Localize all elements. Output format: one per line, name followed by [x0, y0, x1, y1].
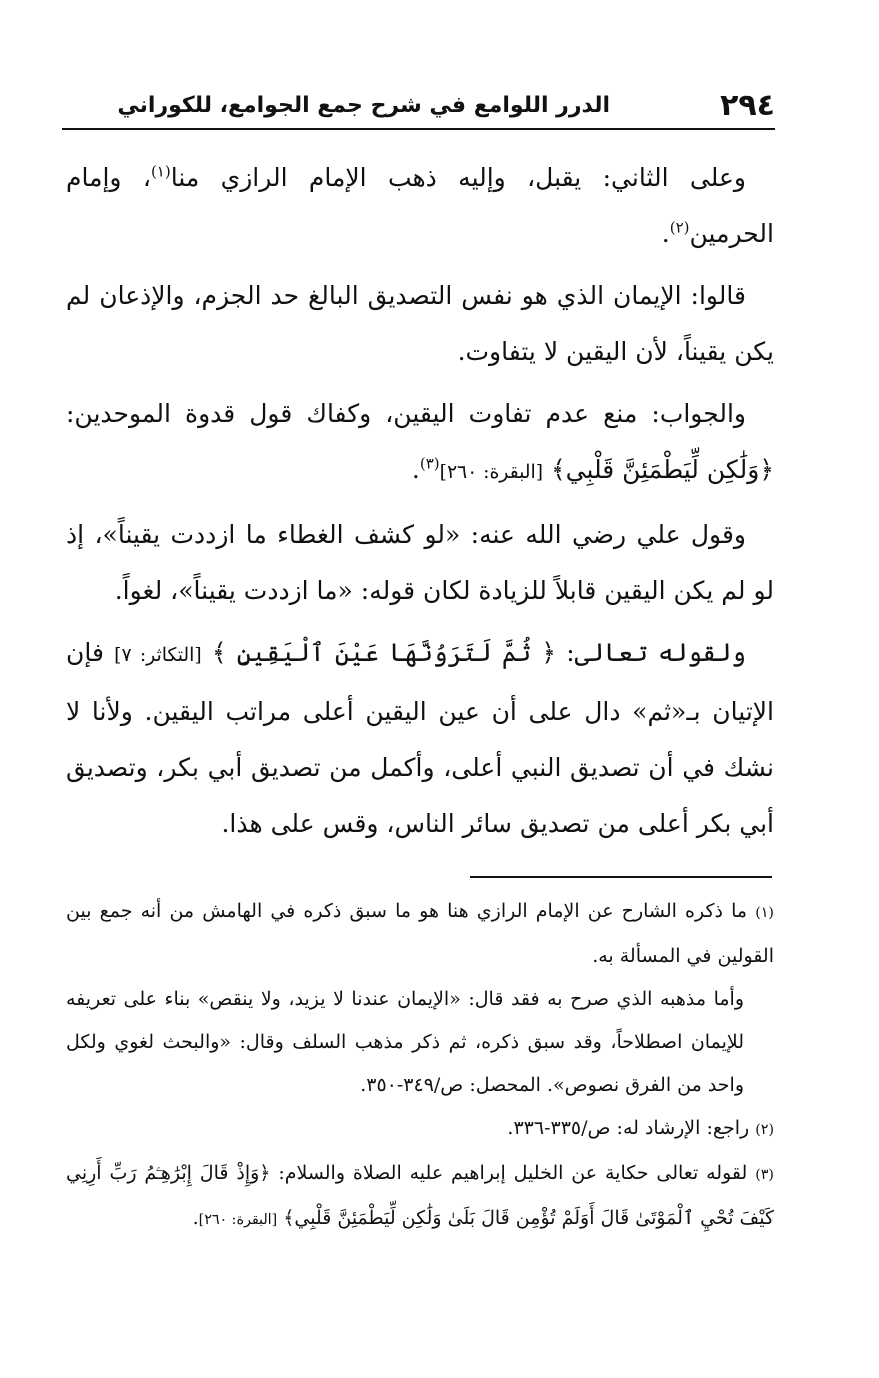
running-title: الدرر اللوامع في شرح جمع الجوامع، للكوراني [117, 93, 610, 118]
paragraph-1 [66, 150, 774, 262]
footnote-1-text-a: ما ذكره الشارح عن الإمام الرازي هنا هو ما سبق ذكره في الهامش من أنه جمع بين القولين في المسألة به. [66, 900, 774, 967]
main-text [66, 150, 774, 858]
footnote-2 [66, 1107, 774, 1152]
verse-citation: [التكاثر: ٧] [114, 645, 202, 666]
paragraph-2: قالوا: الإيمان الذي هو نفس التصديق البالغ حد الجزم، والإذعان لم يكن يقيناً، لأن اليقين لا يتفاوت. [66, 281, 774, 366]
paragraph-5-text-a: ولقوله تعالى: [566, 638, 747, 667]
page-header [62, 86, 775, 130]
paragraph-5-text-b: فإن الإتيان بـ«ثم» دال على أن عين اليقين أعلى مراتب اليقين. ولأنا لا نشك في أن تصديق النبي أعلى، وأكمل من تصديق أبي بكر، وتصديق أبي بكر أعلى من تصديق سائر الناس، وقس على هذا. [66, 638, 774, 838]
paragraph-3 [66, 386, 774, 501]
footnote-1-continuation: وأما مذهبه الذي صرح به فقد قال: «الإيمان عندنا لا يزيد، ولا ينقص» بناء على تعريفه للإيمان اصطلاحاً، وقد سبق ذكره، ثم ذكر مذهب السلف وقال: «والبحث لغوي ولكل واحد من الفرق نصوص». المحصل: ص/٣٤٩-٣٥٠. [66, 988, 744, 1096]
footnote-number: (٢) [755, 1122, 774, 1138]
footnote-3-citation: [البقرة: ٢٦٠] [198, 1212, 278, 1228]
footnote-3-quran-verse: ﴿وَإِذْ قَالَ إِبْرَٰهِـۧمُ رَبِّ أَرِنِي كَيْفَ تُحْيِ ٱلْمَوْتَىٰ قَالَ أَوَلَمْ تُؤْمِن قَالَ بَلَىٰ وَلَٰكِن لِّيَطْمَئِنَّ قَلْبِي﴾ [66, 1162, 774, 1229]
footnote-3-end: . [192, 1207, 199, 1229]
footnote-divider [470, 876, 772, 878]
paragraph-3-text-b: . [411, 455, 420, 484]
footnotes [66, 890, 774, 1242]
page-number: ٢٩٤ [720, 88, 775, 123]
footnote-3-text: لقوله تعالى حكاية عن الخليل إبراهيم عليه الصلاة والسلام: [278, 1162, 748, 1184]
footnote-ref-2: (٢) [669, 218, 690, 237]
quran-verse: ﴿وَلَٰكِن لِّيَطْمَئِنَّ قَلْبِي﴾ [550, 455, 774, 484]
paragraph-1-text-c: . [661, 219, 670, 248]
footnote-3 [66, 1152, 774, 1242]
paragraph-4: وقول علي رضي الله عنه: «لو كشف الغطاء ما ازددت يقيناً»، إذ لو لم يكن اليقين قابلاً للزيادة لكان قوله: «ما ازددت يقيناً»، لغواً. [66, 520, 774, 605]
footnote-number: (٣) [755, 1167, 774, 1183]
paragraph-5 [66, 625, 774, 852]
paragraph-3-text-a: والجواب: منع عدم تفاوت اليقين، وكفاك قول قدوة الموحدين: [66, 399, 746, 428]
footnote-2-text: راجع: الإرشاد له: ص/٣٣٥-٣٣٦. [507, 1117, 750, 1139]
footnote-ref-3: (٣) [419, 454, 440, 473]
paragraph-1-text-a: وعلى الثاني: يقبل، وإليه ذهب الإمام الرازي منا [170, 163, 746, 192]
paragraph-1-text-b: ، وإمام الحرمين [66, 163, 774, 248]
quran-verse: ﴿ ثُمَّ لَتَرَوُنَّهَا عَيْنَ ٱلْيَقِينِ ﴾ [211, 638, 556, 667]
footnote-ref-1: (١) [150, 162, 171, 181]
footnote-1 [66, 890, 774, 978]
footnote-number: (١) [755, 905, 774, 921]
verse-citation: [البقرة: ٢٦٠] [439, 462, 544, 483]
